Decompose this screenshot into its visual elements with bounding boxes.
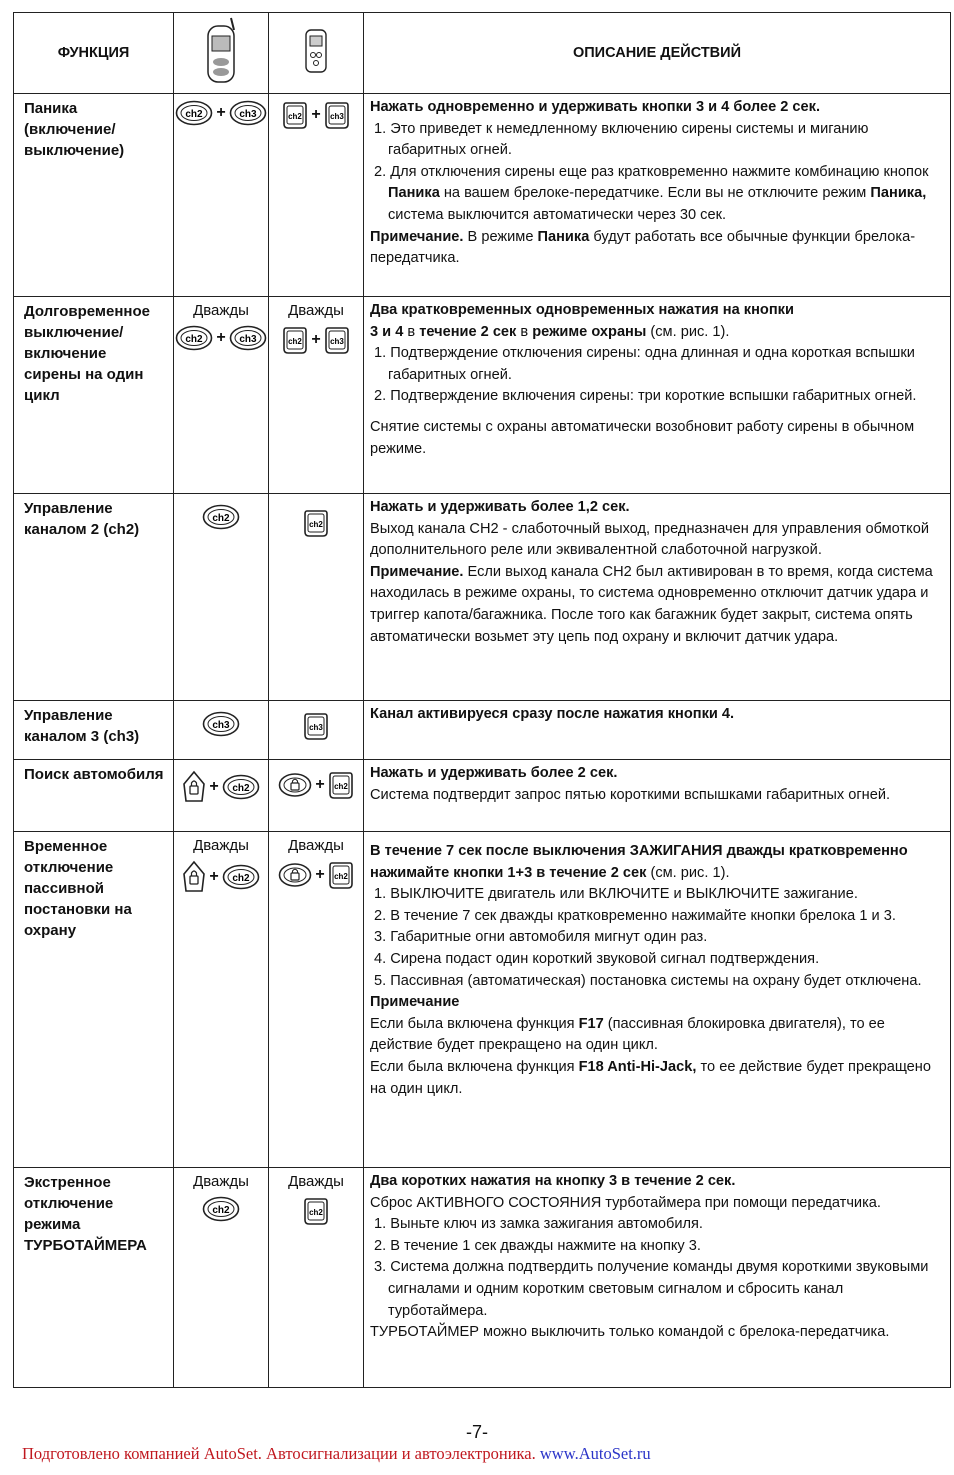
svg-text:ch3: ch3 xyxy=(309,723,323,732)
svg-text:ch2: ch2 xyxy=(288,337,303,346)
button-combo: ch2 + ch3 xyxy=(282,325,349,355)
footer-text: Подготовлено компанией AutoSet. Автосигнализации и автоэлектроника. xyxy=(22,1444,536,1463)
svg-text:ch3: ch3 xyxy=(239,109,257,120)
twice-label: Дважды xyxy=(193,837,249,854)
ch3-button-icon xyxy=(202,711,240,737)
svg-text:ch3: ch3 xyxy=(239,334,257,345)
table-row xyxy=(14,494,951,701)
row-function-name: Долговременное выключение/включение сирены на один цикл xyxy=(14,297,174,494)
ch2-button-icon xyxy=(303,1196,329,1226)
row-description: Нажать одновременно и удерживать кнопки 3 и 4 более 2 сек. 1. Это приведет к немедленному включению сирены системы и миганию габаритных огней. 2. Для отключения сирены еще раз кратковременно нажмите комбинацию кнопок Паника на вашем брелоке-передатчике. Если вы не отключите режим Паника, система выключится автоматически через 30 сек. Примечание. В режиме Паника будут работать все обычные функции брелока-передатчика. xyxy=(364,94,951,297)
row-function-name: Паника (включение/ выключение) xyxy=(14,94,174,297)
row-function-name: Управление каналом 2 (ch2) xyxy=(14,494,174,701)
remote-small-icon xyxy=(269,13,364,94)
svg-text:ch2: ch2 xyxy=(309,1208,323,1217)
ch2-button-icon xyxy=(222,864,260,890)
lock-button-icon xyxy=(182,770,206,804)
row-function-name: Управление каналом 3 (ch3) xyxy=(14,701,174,760)
ch2-button-icon xyxy=(175,325,213,351)
button-combo: ch2 + ch3 xyxy=(175,100,266,126)
svg-text:ch2: ch2 xyxy=(212,513,230,524)
lock-button-icon xyxy=(182,860,206,894)
header-description: ОПИСАНИЕ ДЕЙСТВИЙ xyxy=(364,13,951,94)
svg-text:ch2: ch2 xyxy=(232,873,250,884)
table-row xyxy=(14,1168,951,1388)
row-function-name: Временное отключение пассивной постановки на охрану xyxy=(14,832,174,1168)
functions-table xyxy=(13,12,951,1388)
remote-lcd-icon xyxy=(174,13,269,94)
svg-text:ch2: ch2 xyxy=(232,783,250,794)
ch3-button-icon xyxy=(229,325,267,351)
svg-text:ch2: ch2 xyxy=(333,872,348,881)
twice-label: Дважды xyxy=(288,302,344,319)
ch2-button-icon xyxy=(175,100,213,126)
page-number: -7- xyxy=(466,1422,488,1442)
footer xyxy=(22,1444,651,1464)
header-function: ФУНКЦИЯ xyxy=(14,13,174,94)
table-row xyxy=(14,94,951,297)
svg-text:ch2: ch2 xyxy=(309,520,323,529)
ch2-button-icon xyxy=(222,774,260,800)
twice-label: Дважды xyxy=(288,1173,344,1190)
table-header xyxy=(14,13,951,94)
button-combo: ch2 + ch3 xyxy=(282,100,349,130)
svg-text:ch2: ch2 xyxy=(212,1205,230,1216)
svg-text:ch3: ch3 xyxy=(329,337,344,346)
ch2-button-icon xyxy=(282,100,308,130)
ch2-button-icon xyxy=(303,508,329,538)
svg-text:ch2: ch2 xyxy=(333,782,348,791)
ch2-button-icon xyxy=(202,504,240,530)
ch2-button-icon xyxy=(202,1196,240,1222)
table-row: Поиск автомобиля + ch2 + ch2 Нажать и удерживать более 2 сек. Система подтвердит запрос пятью короткими вспышками габаритных огней. xyxy=(14,760,951,832)
row-description: Два кратковременных одновременных нажатия на кнопки 3 и 4 в течение 2 сек в режиме охраны (см. рис. 1). 1. Подтверждение отключения сирены: одна длинная и одна короткая вспышки габаритных огней. 2. Подтверждение включения сирены: три короткие вспышки габаритных огней. Снятие системы с охраны автоматически возобновит работу сирены в обычном режиме. xyxy=(364,297,951,494)
row-description: Два коротких нажатия на кнопку 3 в течение 2 сек. Сброс АКТИВНОГО СОСТОЯНИЯ турботаймера при помощи передатчика. 1. Выньте ключ из замка зажигания автомобиля. 2. В течение 1 сек дважды нажмите на кнопку 3. 3. Система должна подтвердить получение команды двумя короткими звуковыми сигналами и одним коротким световым сигналом и сбросить канал турботаймера. ТУРБОТАЙМЕР можно выключить только командой с брелока-передатчика. xyxy=(364,1168,951,1388)
svg-text:ch3: ch3 xyxy=(212,720,230,731)
table-row: Временное отключение пассивной постановки на охрану Дважды + ch2 Дважды + ch2 В течение 7 сек после выключения ЗАЖИГАНИЯ дважды кратковременно нажимайте кнопки 1+3 в течение 2 сек (см. рис. 1). 1. ВЫКЛЮЧИТЕ двигатель или ВКЛЮЧИТЕ и ВЫКЛЮЧИТЕ зажигание. 2. В течение 7 сек дважды кратковременно нажимайте кнопки брелока 1 и 3. 3. Габаритные огни автомобиля мигнут один раз. 4. Сирена подаст один короткий звуковой сигнал подтверждения. 5. Пассивная (автоматическая) постановка системы на охрану будет отключена. Примечание Если была включена функция F17 (пассивная блокировка двигателя), то ее действие будет прекращено на один цикл. Если была включена функция F18 Anti-Hi-Jack, то ее действие будет прекращено на один цикл. xyxy=(14,832,951,1168)
row-description: Нажать и удерживать более 2 сек. Система подтвердит запрос пятью короткими вспышками габаритных огней. xyxy=(364,760,951,832)
row-function-name: Поиск автомобиля xyxy=(14,760,174,832)
twice-label: Дважды xyxy=(288,837,344,854)
svg-text:ch2: ch2 xyxy=(185,109,203,120)
row-description: Канал активируеся сразу после нажатия кнопки 4. xyxy=(364,701,951,760)
svg-text:ch2: ch2 xyxy=(185,334,203,345)
ch2-button-icon xyxy=(328,860,354,890)
ch3-button-icon xyxy=(229,100,267,126)
table-row xyxy=(14,297,951,494)
svg-text:ch3: ch3 xyxy=(329,112,344,121)
footer-link[interactable]: www.AutoSet.ru xyxy=(539,1444,651,1463)
svg-text:ch2: ch2 xyxy=(288,112,303,121)
row-description: В течение 7 сек после выключения ЗАЖИГАНИЯ дважды кратковременно нажимайте кнопки 1+3 в течение 2 сек (см. рис. 1). 1. ВЫКЛЮЧИТЕ двигатель или ВКЛЮЧИТЕ и ВЫКЛЮЧИТЕ зажигание. 2. В течение 7 сек дважды кратковременно нажимайте кнопки брелока 1 и 3. 3. Габаритные огни автомобиля мигнут один раз. 4. Сирена подаст один короткий звуковой сигнал подтверждения. 5. Пассивная (автоматическая) постановка системы на охрану будет отключена. Примечание Если была включена функция F17 (пассивная блокировка двигателя), то ее действие будет прекращено на один цикл. Если была включена функция F18 Anti-Hi-Jack, то ее действие будет прекращено на один цикл. xyxy=(364,832,951,1168)
table-row xyxy=(14,701,951,760)
lock-button-icon xyxy=(278,862,312,888)
ch2-button-icon xyxy=(282,325,308,355)
twice-label: Дважды xyxy=(193,1173,249,1190)
ch3-button-icon xyxy=(303,711,329,741)
twice-label: Дважды xyxy=(193,302,249,319)
ch2-button-icon xyxy=(328,770,354,800)
lock-button-icon xyxy=(278,772,312,798)
button-combo: ch2 + ch3 xyxy=(175,325,266,351)
row-function-name: Экстренное отключение режима ТУРБОТАЙМЕРА xyxy=(14,1168,174,1388)
ch3-button-icon xyxy=(324,100,350,130)
ch3-button-icon xyxy=(324,325,350,355)
row-description: Нажать и удерживать более 1,2 сек. Выход канала CH2 - слаботочный выход, предназначен для управления обмоткой дополнительного реле или эквивалентной слаботочной нагрузкой. Примечание. Если выход канала CH2 был активирован в то время, когда система находилась в режиме охраны, то система одновременно отключит датчик удара и триггер капота/багажника. После того как багажник будет закрыт, система опять автоматически возьмет эту цепь под охрану и включит датчик удара. xyxy=(364,494,951,701)
